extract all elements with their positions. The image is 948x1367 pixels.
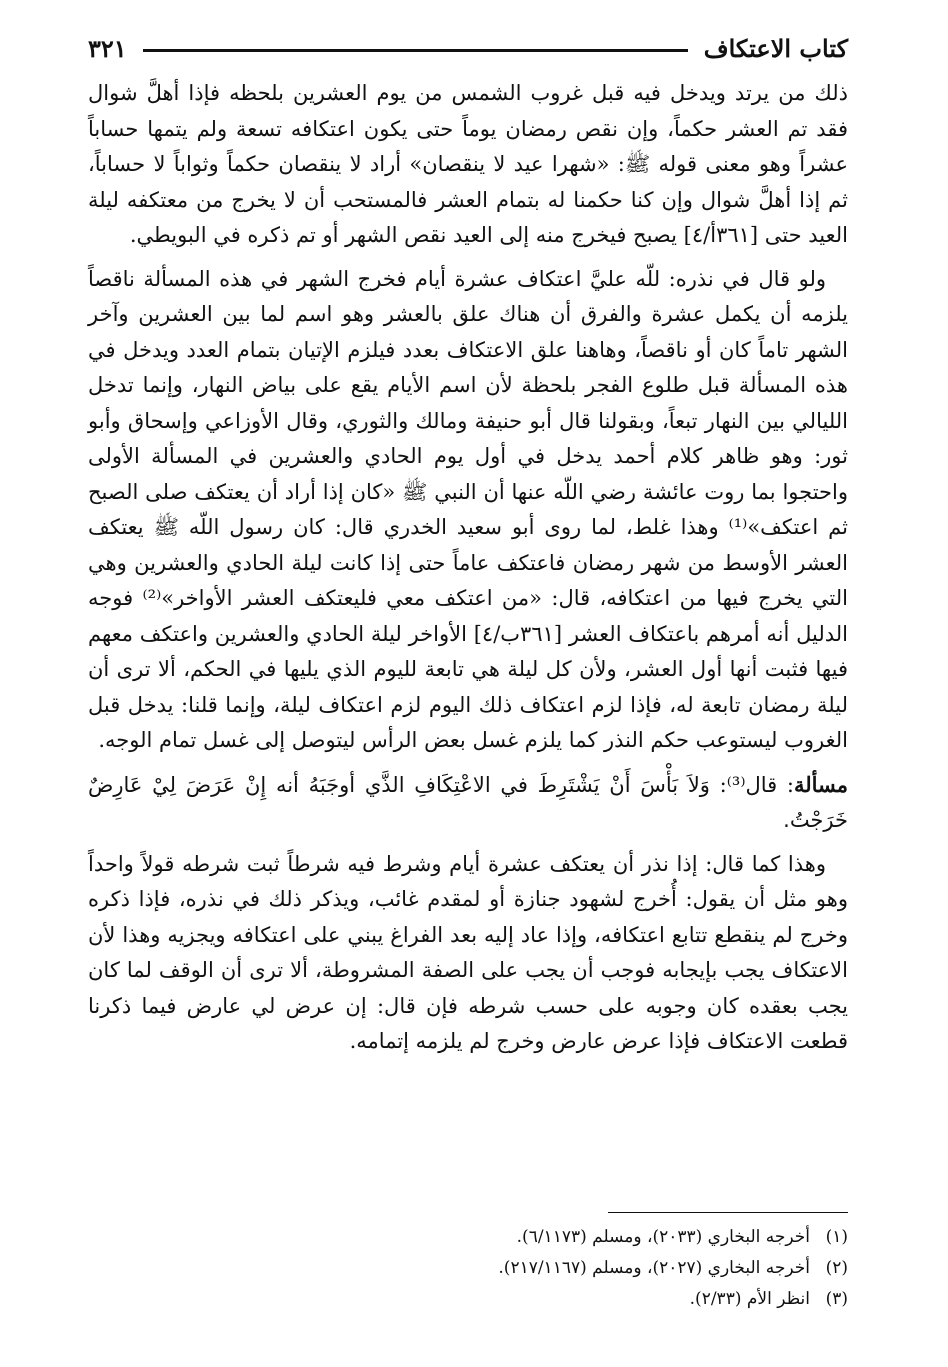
running-header [88, 28, 848, 68]
main-text [88, 76, 848, 1068]
footnote-item [88, 1253, 848, 1284]
masala-intro: : قال⁽³⁾: [709, 772, 794, 797]
footnote-number: (١) [825, 1227, 848, 1247]
header-rule [143, 49, 688, 52]
footnote-item [88, 1284, 848, 1315]
masala-paragraph [88, 767, 848, 839]
footnote-text: أخرجه البخاري (٢٠٢٧)، ومسلم (٢١٧/١١٦٧). [498, 1258, 810, 1278]
footnote-text: انظر الأم (٢/٣٣). [689, 1289, 810, 1309]
footnote-separator [608, 1212, 848, 1213]
page-number: ٣٢١ [88, 33, 127, 63]
footnote-number: (٢) [825, 1258, 848, 1278]
footnote-text: أخرجه البخاري (٢٠٣٣)، ومسلم (٦/١١٧٣). [516, 1227, 810, 1247]
chapter-title: كتاب الاعتكاف [703, 33, 848, 63]
footnote-number: (٣) [825, 1289, 848, 1309]
footnotes [88, 1222, 848, 1315]
masala-quote: وَلاَ بَأْسَ أَنْ يَشْتَرِطَ في الاعْتِكَافِ الذَّي أوجَبَهُ أنه إِنْ عَرَضَ لِيْ عَارِضٌ خَرَجْتُ. [88, 772, 848, 832]
masala-label: مسألة [793, 771, 848, 797]
paragraph-3: وهذا كما قال: إذا نذر أن يعتكف عشرة أيام وشرط فيه شرطاً ثبت شرطه قولاً واحداً وهو مثل أن يقول: أُخرج لشهود جنازة أو لمقدم غائب، ويذكر ذلك في نذره، فإذا ذكره وخرج لم ينقطع تتابع اعتكافه، وإذا عاد إليه بعد الفراغ يبني على اعتكافه ويجزيه وهذا لأن الاعتكاف يجب بإيجابه فوجب أن يجب على الصفة المشروطة، ألا ترى أن الوقف لما كان يجب بعقده كان وجوبه على حسب شرطه فإن قال: إن عرض لي عارض فيما ذكرنا قطعت الاعتكاف فإذا عرض عارض وخرج لم يلزمه إتمامه. [88, 851, 848, 1053]
paragraph-2: ولو قال في نذره: للّه عليَّ اعتكاف عشرة أيام فخرج الشهر في هذه المسألة ناقصاً يلزمه أن يكمل عشرة والفرق أن هناك علق بالعشر وهو اسم لما بين العشرين وآخر الشهر تاماً كان أو ناقصاً، وهاهنا علق الاعتكاف بعدد فيلزم الإتيان بتمام العدد ويدخل في هذه المسألة قبل طلوع الفجر بلحظة لأن اسم الأيام يقع على بياض النهار، وإنما تدخل الليالي بين النهار تبعاً، وبقولنا قال أبو حنيفة ومالك والثوري، وقال الأوزاعي وإسحاق وأبو ثور: وهو ظاهر كلام أحمد يدخل في أول يوم الحادي والعشرين في المسألة الأولى واحتجوا بما روت عائشة رضي اللّه عنها أن النبي ﷺ «كان إذا أراد أن يعتكف صلى الصبح ثم اعتكف»⁽¹⁾ وهذا غلط، لما روى أبو سعيد الخدري قال: كان رسول اللّه ﷺ يعتكف العشر الأوسط من شهر رمضان فاعتكف عاماً حتى إذا كانت ليلة الحادي والعشرين وهي التي يخرج فيها من اعتكافه، قال: «من اعتكف معي فليعتكف العشر الأواخر»⁽²⁾ فوجه الدليل أنه أمرهم باعتكاف العشر [٣٦١ب/٤] الأواخر ليلة الحادي والعشرين واعتكف معهم فيها فثبت أنها أول العشر، ولأن كل ليلة هي تابعة لليوم الذي يليها في الحكم، ألا ترى أن ليلة رمضان تابعة له، فإذا لزم اعتكاف ذلك اليوم لزم اعتكاف ليلة، وإنما قلنا: يدخل قبل الغروب ليستوعب حكم النذر كما يلزم غسل بعض الرأس ليتوصل إلى غسل تمام الوجه. [88, 266, 848, 752]
footnote-item [88, 1222, 848, 1253]
paragraph-1: ذلك من يرتد ويدخل فيه قبل غروب الشمس من يوم العشرين بلحظه فإذا أهلَّ شوال فقد تم العشر حكماً، وإن نقص رمضان يوماً حتى يكون اعتكافه تسعة ولم يتمها حساباً عشراً وهو معنى قوله ﷺ: «شهرا عيد لا ينقصان» أراد لا ينقصان حكماً وثواباً لا حساباً، ثم إذا أهلَّ شوال وإن كنا حكمنا له بتمام العشر فالمستحب أن لا يخرج من معتكفه ليلة العيد حتى [٣٦١أ/٤] يصبح فيخرج منه إلى العيد نقص الشهر أو تم ذكره في البويطي. [88, 81, 848, 247]
